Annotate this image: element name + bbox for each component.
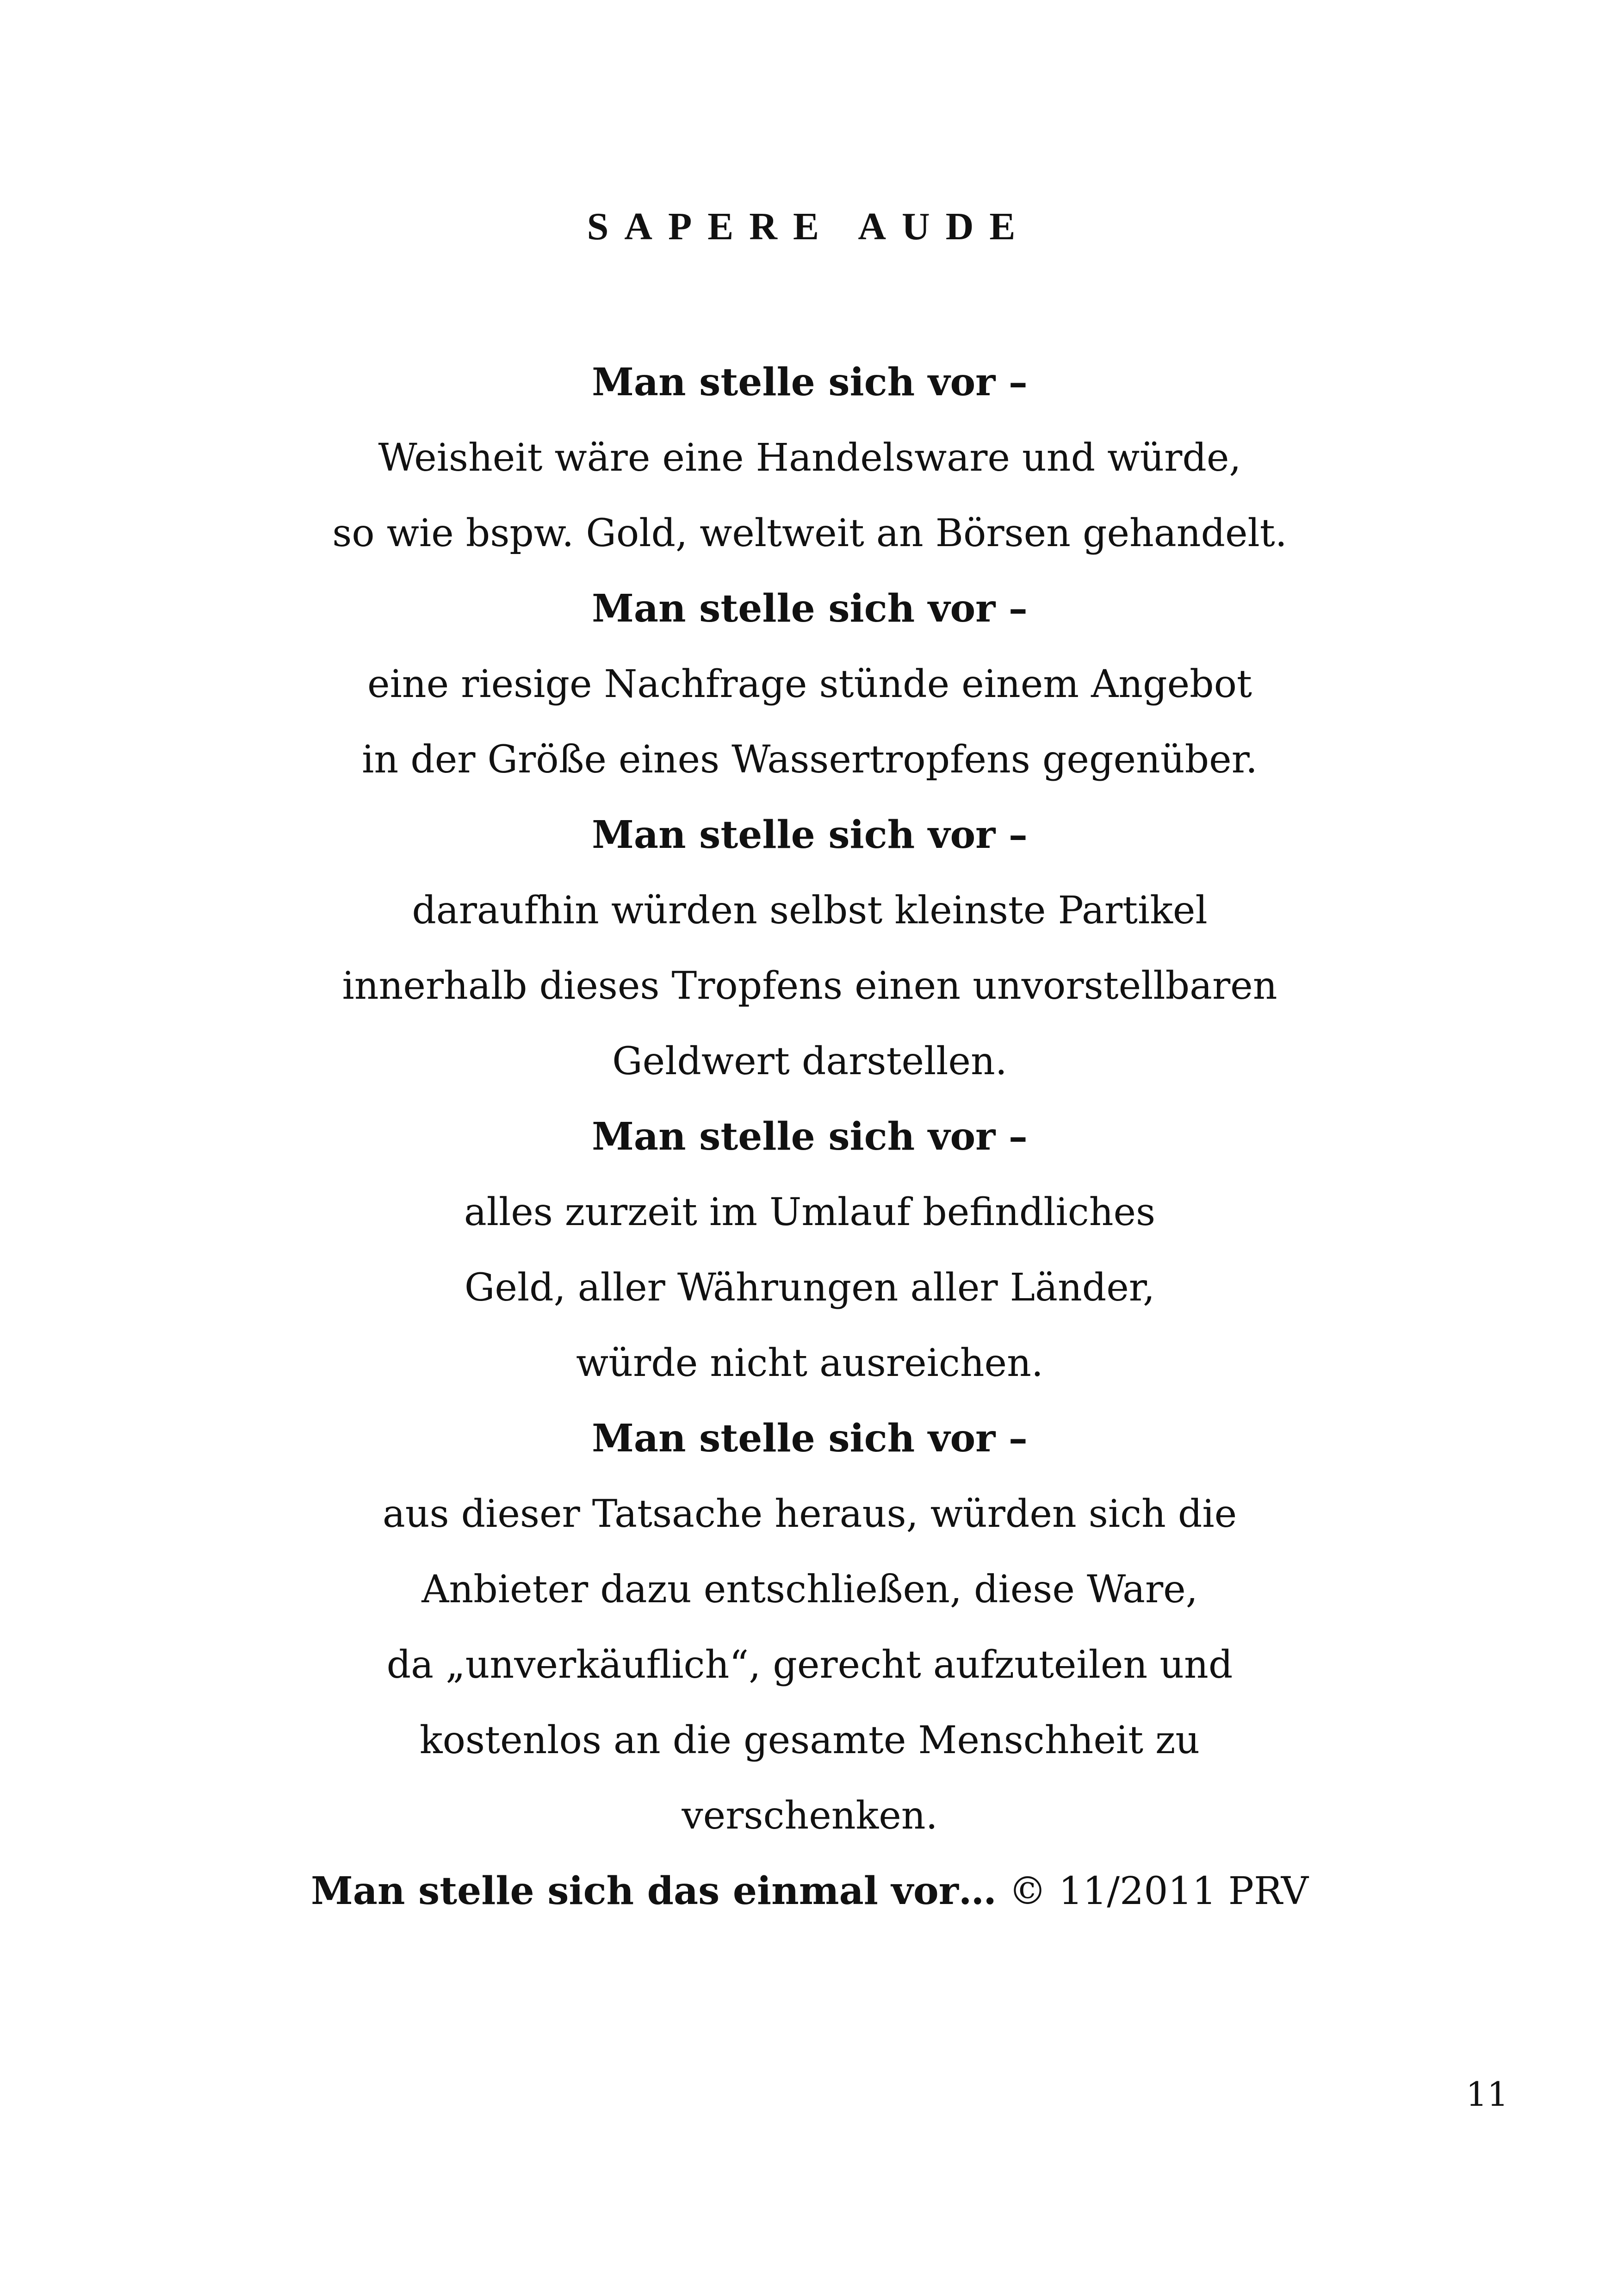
- poem-line: so wie bspw. Gold, weltweit an Börsen gehandelt.: [332, 511, 1287, 555]
- page-number: 11: [1466, 2075, 1508, 2114]
- closing-line: [139, 1854, 1481, 1929]
- poem-title: SAPERE AUDE: [587, 205, 1031, 248]
- refrain-line: Man stelle sich vor –: [592, 813, 1028, 857]
- poem-line: Anbieter dazu entschließen, diese Ware,: [422, 1568, 1198, 1612]
- refrain-line: Man stelle sich vor –: [592, 1114, 1028, 1159]
- poem-line: würde nicht ausreichen.: [576, 1341, 1043, 1385]
- poem-line: in der Größe eines Wassertropfens gegenüber.: [362, 738, 1258, 782]
- poem-line: Geldwert darstellen.: [612, 1039, 1007, 1083]
- poem-line: innerhalb dieses Tropfens einen unvorstellbaren: [342, 964, 1277, 1008]
- poem-line: Geld, aller Währungen aller Länder,: [464, 1266, 1155, 1310]
- poem-line: aus dieser Tatsache heraus, würden sich die: [382, 1492, 1237, 1536]
- refrain-line: Man stelle sich vor –: [592, 1416, 1028, 1461]
- poem-line: alles zurzeit im Umlauf befindliches: [464, 1190, 1156, 1234]
- poem-line: daraufhin würden selbst kleinste Partikel: [412, 889, 1208, 933]
- closing-text: Man stelle sich das einmal vor…: [310, 1869, 997, 1913]
- poem-line: Weisheit wäre eine Handelsware und würde,: [378, 436, 1241, 480]
- poem-line: kostenlos an die gesamte Menschheit zu: [419, 1718, 1200, 1762]
- refrain-line: Man stelle sich vor –: [592, 586, 1028, 631]
- poem-line: verschenken.: [682, 1794, 938, 1838]
- poem-line: eine riesige Nachfrage stünde einem Angebot: [367, 662, 1252, 706]
- copyright-notice: © 11/2011 PRV: [1009, 1869, 1309, 1913]
- refrain-line: Man stelle sich vor –: [592, 360, 1028, 404]
- poem-line: da „unverkäuflich“, gerecht aufzuteilen und: [386, 1643, 1233, 1687]
- poem-body: [139, 345, 1481, 1929]
